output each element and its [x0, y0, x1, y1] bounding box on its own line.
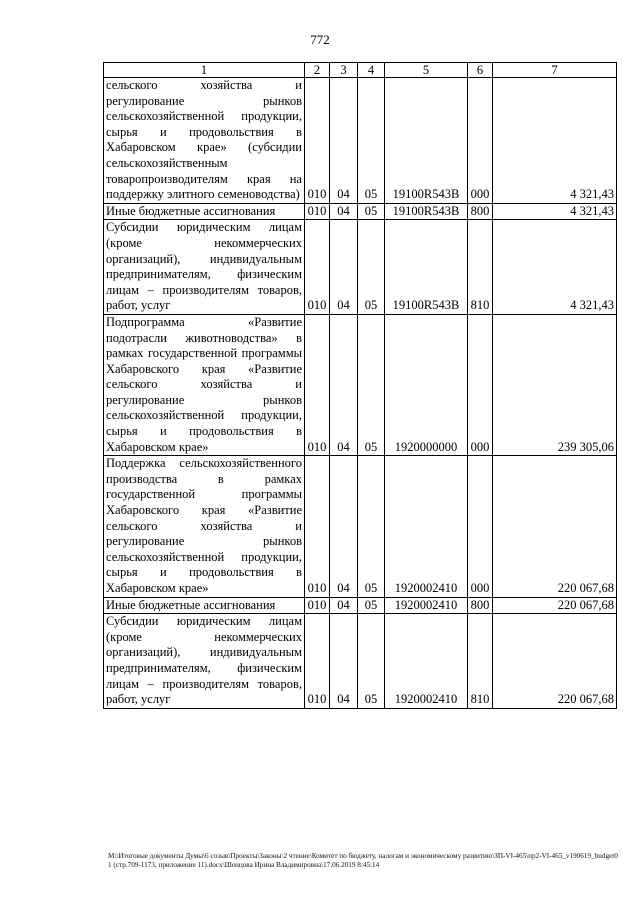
row-cell-3: 04: [330, 203, 358, 220]
row-cell-7: 239 305,06: [493, 314, 617, 455]
row-description: Поддержка сельскохозяйственного производства в рамках государственной программы Хабаровского края «Развитие сельского хозяйства и регулирование рынков сельскохозяйственной продукции, сырья и продовольствия в Хабаровском крае»: [104, 456, 305, 597]
row-cell-7: 4 321,43: [493, 78, 617, 204]
table-header-row: [104, 63, 617, 78]
row-cell-2: 010: [305, 456, 330, 597]
column-header: 2: [305, 63, 330, 78]
row-cell-5: 1920000000: [385, 314, 468, 455]
column-header: 3: [330, 63, 358, 78]
budget-table: [103, 62, 617, 709]
row-cell-6: 000: [468, 314, 493, 455]
row-cell-4: 05: [358, 614, 385, 709]
row-cell-5: 19100R543B: [385, 220, 468, 315]
row-cell-7: 220 067,68: [493, 597, 617, 614]
table-row: [104, 314, 617, 455]
row-cell-4: 05: [358, 78, 385, 204]
row-cell-6: 810: [468, 220, 493, 315]
row-cell-4: 05: [358, 456, 385, 597]
column-header: 1: [104, 63, 305, 78]
row-description: Субсидии юридическим лицам (кроме некоммерческих организаций), индивидуальным предпринимателям, физическим лицам – производителям товаров, работ, услуг: [104, 614, 305, 709]
row-cell-2: 010: [305, 314, 330, 455]
row-cell-2: 010: [305, 614, 330, 709]
row-cell-4: 05: [358, 203, 385, 220]
row-cell-6: 800: [468, 597, 493, 614]
row-cell-6: 000: [468, 78, 493, 204]
row-cell-2: 010: [305, 597, 330, 614]
table-row: [104, 220, 617, 315]
row-cell-3: 04: [330, 78, 358, 204]
row-cell-7: 220 067,68: [493, 456, 617, 597]
row-cell-2: 010: [305, 203, 330, 220]
document-path-footer: M:\Итоговые документы Думы\6 созыв\Проекты\Законы\2 чтение\Комитет по бюджету, налогам и экономическому развитию\ЗП-VI-465\пр2-VI-465_v190619_budget01 (стр.709-1173, приложение 11).docx\Шенцова Ирина Владимировна\17.06.2019 8:45:14: [108, 852, 618, 869]
row-cell-4: 05: [358, 314, 385, 455]
row-cell-2: 010: [305, 220, 330, 315]
row-description: Иные бюджетные ассигнования: [104, 203, 305, 220]
row-cell-5: 19100R543B: [385, 203, 468, 220]
table-row: [104, 456, 617, 597]
row-cell-3: 04: [330, 220, 358, 315]
row-cell-3: 04: [330, 614, 358, 709]
row-cell-4: 05: [358, 597, 385, 614]
row-description: сельского хозяйства и регулирование рынков сельскохозяйственной продукции, сырья и продовольствия в Хабаровском крае» (субсидии сельскохозяйственным товаропроизводителям края на поддержку элитного семеноводства): [104, 78, 305, 204]
row-cell-5: 1920002410: [385, 597, 468, 614]
row-description: Субсидии юридическим лицам (кроме некоммерческих организаций), индивидуальным предпринимателям, физическим лицам – производителям товаров, работ, услуг: [104, 220, 305, 315]
column-header: 4: [358, 63, 385, 78]
column-header: 6: [468, 63, 493, 78]
row-cell-5: 19100R543B: [385, 78, 468, 204]
column-header: 7: [493, 63, 617, 78]
table-row: [104, 203, 617, 220]
row-cell-6: 810: [468, 614, 493, 709]
table-row: [104, 614, 617, 709]
table-row: [104, 78, 617, 204]
row-cell-3: 04: [330, 314, 358, 455]
row-cell-4: 05: [358, 220, 385, 315]
row-cell-7: 220 067,68: [493, 614, 617, 709]
column-header: 5: [385, 63, 468, 78]
row-cell-5: 1920002410: [385, 614, 468, 709]
table-row: [104, 597, 617, 614]
row-cell-7: 4 321,43: [493, 203, 617, 220]
row-cell-7: 4 321,43: [493, 220, 617, 315]
page-number: 772: [310, 32, 330, 47]
row-cell-2: 010: [305, 78, 330, 204]
row-description: Иные бюджетные ассигнования: [104, 597, 305, 614]
row-cell-5: 1920002410: [385, 456, 468, 597]
row-cell-3: 04: [330, 597, 358, 614]
row-cell-3: 04: [330, 456, 358, 597]
row-cell-6: 000: [468, 456, 493, 597]
row-cell-6: 800: [468, 203, 493, 220]
row-description: Подпрограмма «Развитие подотрасли животноводства» в рамках государственной программы Хабаровского края «Развитие сельского хозяйства и регулирование рынков сельскохозяйственной продукции, сырья и продовольствия в Хабаровском крае»: [104, 314, 305, 455]
